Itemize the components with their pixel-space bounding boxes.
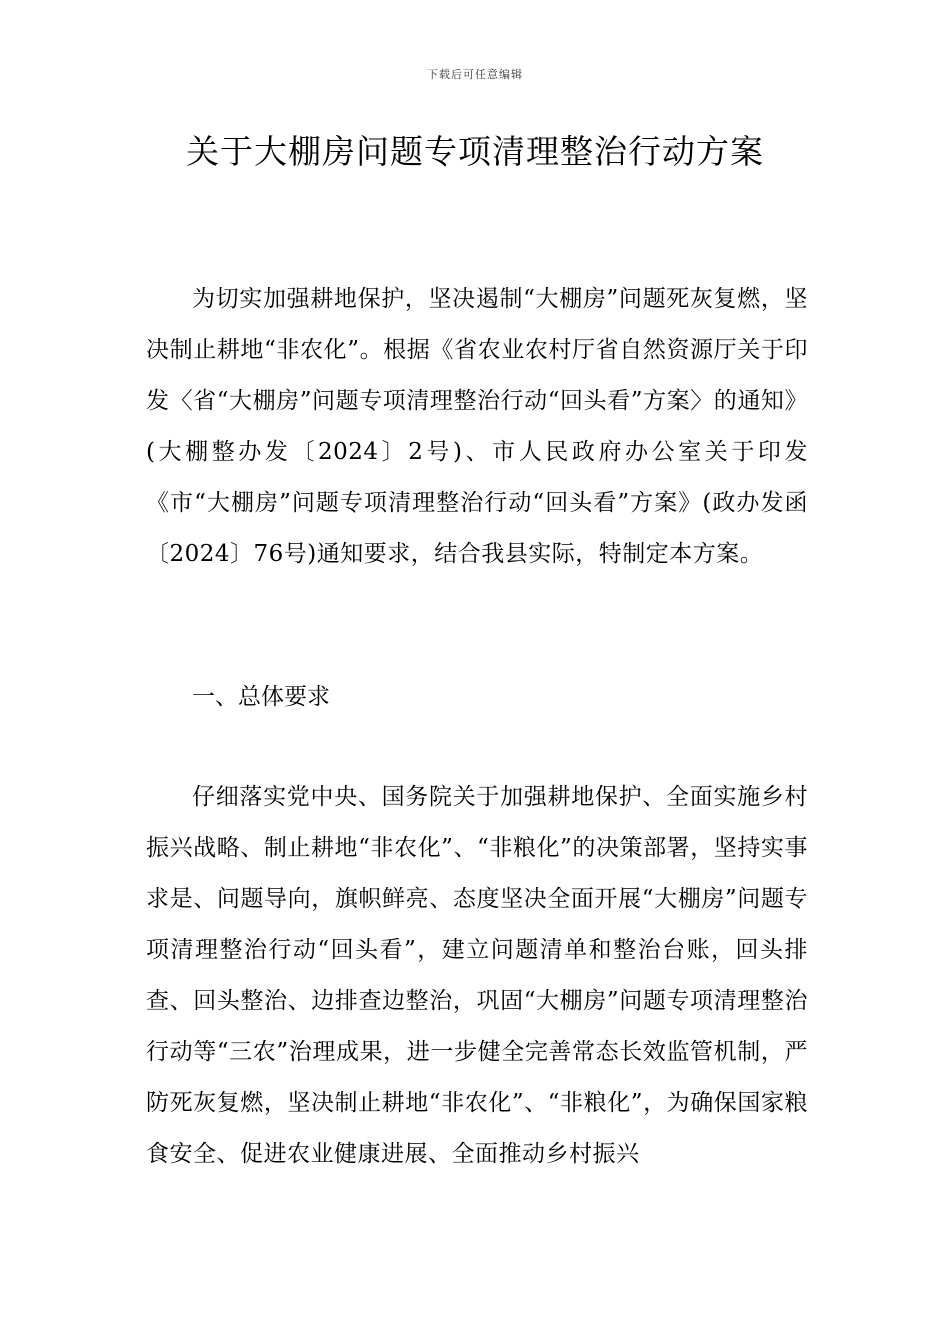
header-note: 下载后可任意编辑 xyxy=(427,68,523,81)
section-1-paragraph: 仔细落实党中央、国务院关于加强耕地保护、全面实施乡村振兴战略、制止耕地“非农化”、“非粮化”的决策部署，坚持实事求是、问题导向，旗帜鲜亮、态度坚决全面开展“大棚房”问题专项清理整治行动“回头看”，建立问题清单和整治台账，回头排查、回头整治、边排查边整治，巩固“大棚房”问题专项清理整治行动等“三农”治理成果，进一步健全完善常态长效监管机制，严防死灰复燃，坚决制止耕地“非农化”、“非粮化”，为确保国家粮食安全、促进农业健康进展、全面推动乡村振兴 xyxy=(146,784,808,1167)
document-title: 关于大棚房问题专项清理整治行动方案 xyxy=(186,132,764,171)
intro-paragraph: 为切实加强耕地保护，坚决遏制“大棚房”问题死灰复燃，坚决制止耕地“非农化”。根据《省农业农村厅省自然资源厅关于印发〈省“大棚房”问题专项清理整治行动“回头看”方案〉的通知》(大棚整办发〔2024〕2号)、市人民政府办公室关于印发《市“大棚房”问题专项清理整治行动“回头看”方案》(政办发函〔2024〕76号)通知要求，结合我县实际，特制定本方案。 xyxy=(146,286,808,567)
section-heading-general-requirements: 一、总体要求 xyxy=(192,684,330,710)
